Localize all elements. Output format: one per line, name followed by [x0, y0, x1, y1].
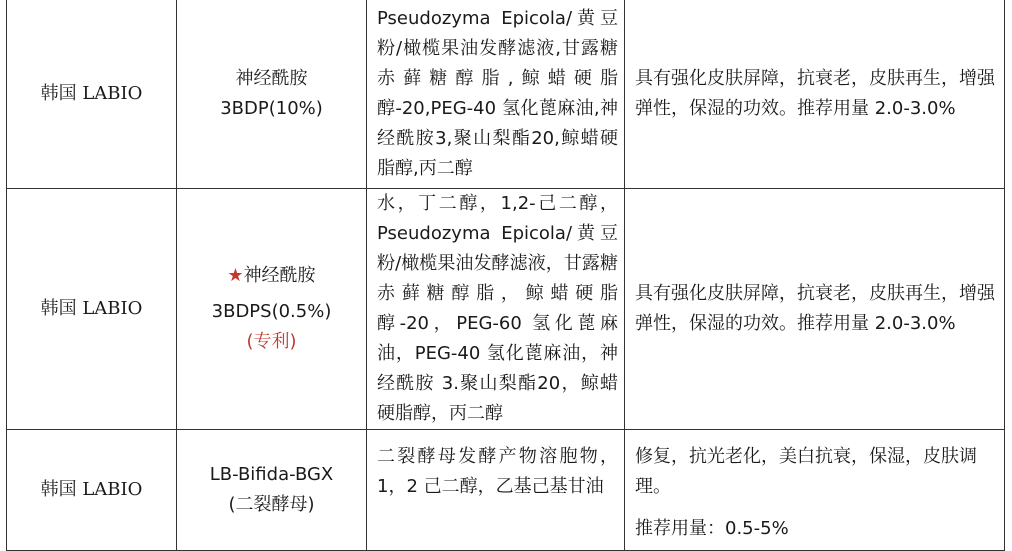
supplier-cell: [7, 189, 177, 430]
product-name: LB-Bifida-BGX: [209, 464, 334, 485]
supplier-name: 韩国 LABIO: [40, 82, 143, 104]
supplier-name: 韩国 LABIO: [40, 479, 143, 500]
table-row: [7, 0, 1005, 189]
ingredients-text: Pseudozyma Epicola/黄豆粉/橄榄果油发酵滤液,甘露糖赤藓糖醇脂,鲸蜡硬脂醇-20,PEG-40 氢化蓖麻油,神经酰胺3,聚山梨酯20,鲸蜡硬脂醇,丙二醇: [377, 7, 618, 179]
product-spec: 3BDPS(0.5%): [211, 301, 332, 322]
product-cell: [177, 0, 367, 189]
product-spec: (二裂酵母): [228, 494, 315, 515]
product-name: 神经酰胺: [243, 265, 316, 286]
efficacy-cell: [625, 430, 1005, 551]
ingredients-cell: [367, 430, 625, 551]
ingredients-cell: [367, 0, 625, 189]
ingredients-text: 二裂酵母发酵产物溶胞物，1，2 己二醇，乙基己基甘油: [377, 446, 618, 497]
product-spec: 3BDP(10%): [220, 97, 323, 119]
ingredient-spec-table: [6, 0, 1005, 551]
product-name: 神经酰胺: [235, 67, 308, 89]
product-title-line: [177, 261, 366, 291]
efficacy-cell: [625, 189, 1005, 430]
table-row: [7, 430, 1005, 551]
supplier-cell: [7, 430, 177, 551]
table-row: [7, 189, 1005, 430]
efficacy-text: 修复，抗光老化，美白抗衰，保湿，皮肤调理。: [635, 446, 977, 497]
ingredients-text: 水，丁二醇，1,2-己二醇，Pseudozyma Epicola/黄豆粉/橄榄果油发酵滤液，甘露糖赤藓糖醇脂，鲸蜡硬脂醇-20，PEG-60 氢化蓖麻油，PEG-40 氢化蓖麻油，神经酰胺 3.聚山梨酯20，鲸蜡硬脂醇，丙二醇: [377, 193, 618, 424]
efficacy-text: 具有强化皮肤屏障，抗衰老，皮肤再生，增强弹性，保湿的功效。推荐用量 2.0-3.0%: [635, 67, 995, 119]
supplier-name: 韩国 LABIO: [40, 298, 143, 319]
product-cell: [177, 189, 367, 430]
efficacy-cell: [625, 0, 1005, 189]
supplier-cell: [7, 0, 177, 189]
star-icon: ★: [227, 265, 244, 286]
ingredients-cell: [367, 189, 625, 430]
patent-label: (专利): [246, 331, 297, 352]
efficacy-text: 具有强化皮肤屏障，抗衰老，皮肤再生，增强弹性，保湿的功效。推荐用量 2.0-3.0%: [635, 283, 995, 334]
dosage-text: 推荐用量：0.5-5%: [635, 518, 789, 539]
product-cell: [177, 430, 367, 551]
